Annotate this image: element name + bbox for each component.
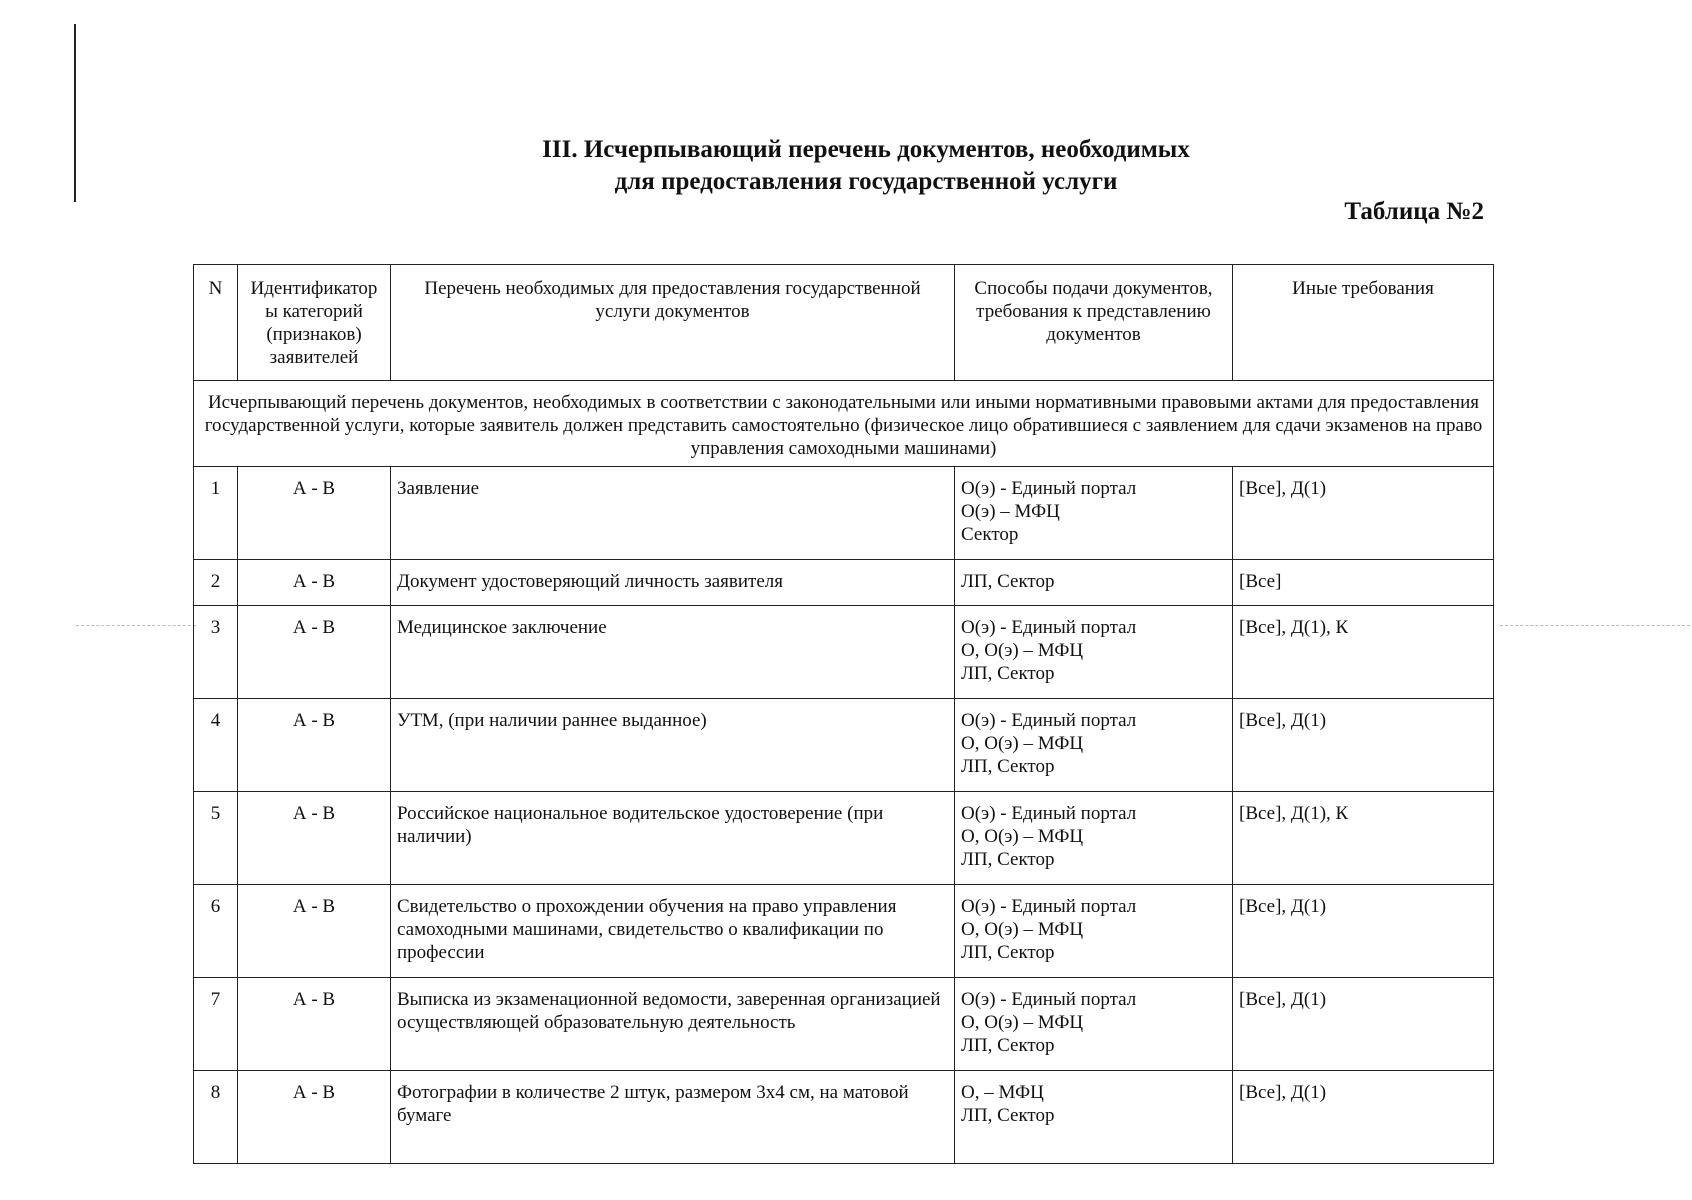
section-title: Исчерпывающий перечень документов, необходимых в соответствии с законодательными или иными нормативными правовыми актами для предоставления государственной услуги, которые заявитель должен представить самостоятельно (физическое лицо обратившиеся с заявлением для сдачи экзаменов на право управления самоходными машинами) [194, 381, 1494, 467]
row-other-requirements: [Все], Д(1) [1233, 699, 1494, 792]
row-number: 3 [194, 606, 238, 699]
row-applicant-category: А - В [238, 467, 391, 560]
row-submission-methods [955, 1071, 1233, 1164]
row-submission-methods [955, 606, 1233, 699]
row-number: 6 [194, 885, 238, 978]
submission-method: О(э) - Единый портал [961, 478, 1137, 499]
row-other-requirements: [Все], Д(1), К [1233, 792, 1494, 885]
row-submission-methods [955, 560, 1233, 606]
row-number: 2 [194, 560, 238, 606]
header-applicant-category: Идентификатор ы категорий (признаков) заявителей [238, 265, 391, 381]
header-submission-methods: Способы подачи документов, требования к представлению документов [955, 265, 1233, 381]
submission-method: О, О(э) – МФЦ [961, 919, 1084, 940]
table-row [194, 467, 1494, 560]
row-other-requirements: [Все] [1233, 560, 1494, 606]
page-title [0, 134, 1692, 198]
table-row [194, 978, 1494, 1071]
submission-method: ЛП, Сектор [961, 1035, 1055, 1056]
submission-method: Сектор [961, 524, 1019, 545]
row-document: Медицинское заключение [391, 606, 955, 699]
row-submission-methods [955, 699, 1233, 792]
table-row [194, 792, 1494, 885]
submission-method: ЛП, Сектор [961, 942, 1055, 963]
row-other-requirements: [Все], Д(1) [1233, 467, 1494, 560]
scan-artifact-line [1500, 625, 1690, 626]
table-header-row [194, 265, 1494, 381]
submission-method: ЛП, Сектор [961, 756, 1055, 777]
submission-method: О, – МФЦ [961, 1082, 1044, 1103]
row-applicant-category: А - В [238, 792, 391, 885]
row-applicant-category: А - В [238, 560, 391, 606]
row-document: Российское национальное водительское удостоверение (при наличии) [391, 792, 955, 885]
page-title-line-1: III. Исчерпывающий перечень документов, необходимых [542, 136, 1190, 163]
row-document: Заявление [391, 467, 955, 560]
row-other-requirements: [Все], Д(1) [1233, 1071, 1494, 1164]
row-other-requirements: [Все], Д(1) [1233, 978, 1494, 1071]
row-number: 8 [194, 1071, 238, 1164]
submission-method: О, О(э) – МФЦ [961, 826, 1084, 847]
row-applicant-category: А - В [238, 699, 391, 792]
row-submission-methods [955, 467, 1233, 560]
row-applicant-category: А - В [238, 885, 391, 978]
submission-method: О, О(э) – МФЦ [961, 640, 1084, 661]
submission-method: ЛП, Сектор [961, 849, 1055, 870]
row-submission-methods [955, 885, 1233, 978]
table-row [194, 885, 1494, 978]
submission-method: О(э) - Единый портал [961, 710, 1137, 731]
row-document: Фотографии в количестве 2 штук, размером 3х4 см, на матовой бумаге [391, 1071, 955, 1164]
submission-method: ЛП, Сектор [961, 571, 1055, 592]
row-applicant-category: А - В [238, 606, 391, 699]
table-number-label: Таблица №2 [1344, 198, 1484, 225]
scan-artifact-line [76, 625, 196, 626]
row-number: 1 [194, 467, 238, 560]
submission-method: ЛП, Сектор [961, 663, 1055, 684]
row-document: Документ удостоверяющий личность заявителя [391, 560, 955, 606]
page-title-line-2: для предоставления государственной услуги [614, 168, 1118, 195]
row-document: Свидетельство о прохождении обучения на право управления самоходными машинами, свидетельство о квалификации по профессии [391, 885, 955, 978]
row-other-requirements: [Все], Д(1), К [1233, 606, 1494, 699]
row-document: Выписка из экзаменационной ведомости, заверенная организацией осуществляющей образовательную деятельность [391, 978, 955, 1071]
header-n: N [194, 265, 238, 381]
row-number: 5 [194, 792, 238, 885]
table-row [194, 606, 1494, 699]
submission-method: О(э) – МФЦ [961, 501, 1060, 522]
table-row [194, 699, 1494, 792]
table-row [194, 1071, 1494, 1164]
submission-method: О(э) - Единый портал [961, 989, 1137, 1010]
submission-method: О(э) - Единый портал [961, 617, 1137, 638]
row-submission-methods [955, 978, 1233, 1071]
row-applicant-category: А - В [238, 978, 391, 1071]
submission-method: ЛП, Сектор [961, 1105, 1055, 1126]
header-other-requirements: Иные требования [1233, 265, 1494, 381]
table-row [194, 560, 1494, 606]
row-number: 4 [194, 699, 238, 792]
section-row [194, 381, 1494, 467]
row-submission-methods [955, 792, 1233, 885]
header-documents-list: Перечень необходимых для предоставления государственной услуги документов [391, 265, 955, 381]
row-other-requirements: [Все], Д(1) [1233, 885, 1494, 978]
documents-table [193, 264, 1494, 1164]
submission-method: О(э) - Единый портал [961, 896, 1137, 917]
submission-method: О, О(э) – МФЦ [961, 1012, 1084, 1033]
submission-method: О, О(э) – МФЦ [961, 733, 1084, 754]
row-document: УТМ, (при наличии раннее выданное) [391, 699, 955, 792]
row-applicant-category: А - В [238, 1071, 391, 1164]
row-number: 7 [194, 978, 238, 1071]
submission-method: О(э) - Единый портал [961, 803, 1137, 824]
